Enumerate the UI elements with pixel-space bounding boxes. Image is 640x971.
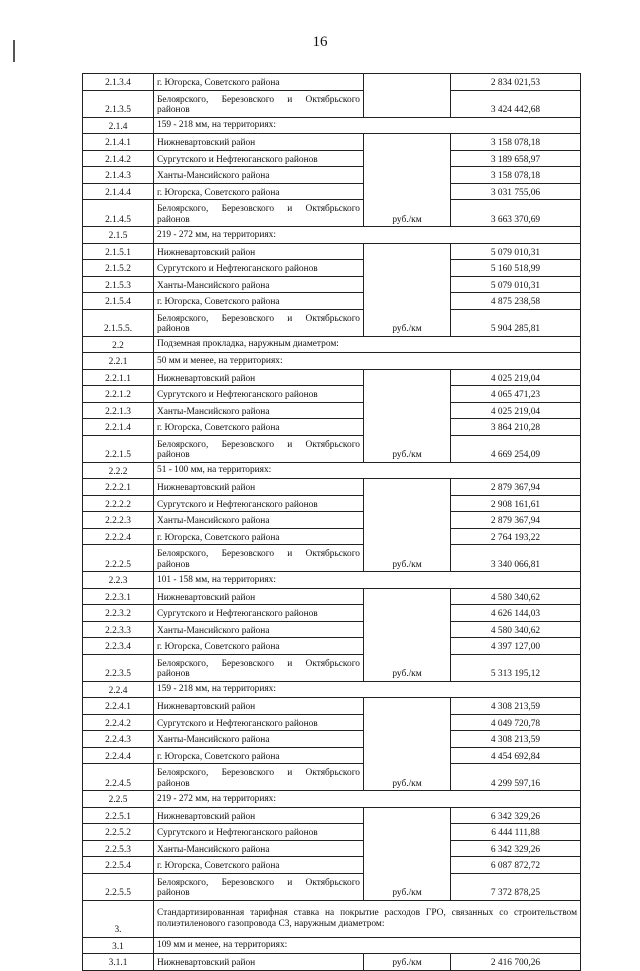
- row-name: Подземная прокладка, наружным диаметром:: [154, 336, 581, 353]
- table-row: [83, 807, 581, 824]
- table-row: [83, 495, 581, 512]
- row-name: Нижневартовский район: [154, 954, 364, 971]
- section-row: [83, 353, 581, 370]
- row-name: Стандартизированная тарифная ставка на покрытие расходов ГРО, связанных со строительством полиэтиленового газопровода С3, наружным диаметром:: [154, 900, 581, 937]
- table-row: [83, 402, 581, 419]
- table-row: [83, 512, 581, 529]
- row-code: 2.1.4.4: [83, 183, 154, 200]
- section-row: [83, 681, 581, 698]
- row-value: 3 663 370,69: [451, 200, 581, 227]
- row-name: г. Югорска, Советского района: [154, 183, 364, 200]
- table-row: [83, 183, 581, 200]
- table-row: [83, 873, 581, 900]
- row-name: Нижневартовский район: [154, 698, 364, 715]
- row-code: 2.2.2.5: [83, 545, 154, 572]
- row-code: 2.2.5.4: [83, 857, 154, 874]
- table-row: [83, 167, 581, 184]
- unit-cell: руб./км: [364, 807, 451, 900]
- unit-cell: руб./км: [364, 134, 451, 227]
- row-value: 3 158 078,18: [451, 134, 581, 151]
- unit-cell: руб./км: [364, 588, 451, 681]
- row-code: 2.2.2.1: [83, 479, 154, 496]
- row-name: Нижневартовский район: [154, 134, 364, 151]
- row-name: Сургутского и Нефтеюганского районов: [154, 260, 364, 277]
- row-code: 2.2.2: [83, 462, 154, 479]
- row-value: 2 908 161,61: [451, 495, 581, 512]
- row-name: Сургутского и Нефтеюганского районов: [154, 495, 364, 512]
- row-value: 3 189 658,97: [451, 150, 581, 167]
- row-value: 7 372 878,25: [451, 873, 581, 900]
- row-value: 4 580 340,62: [451, 621, 581, 638]
- row-code: 2.1.4.5: [83, 200, 154, 227]
- table-row: [83, 764, 581, 791]
- table-row: [83, 150, 581, 167]
- table-row: [83, 698, 581, 715]
- row-value: 6 444 111,88: [451, 824, 581, 841]
- row-value: 4 025 219,04: [451, 369, 581, 386]
- section-row: [83, 572, 581, 589]
- row-value: 4 065 471,23: [451, 386, 581, 403]
- row-value: 4 299 597,16: [451, 764, 581, 791]
- row-code: 2.2.3.3: [83, 621, 154, 638]
- table-row: [83, 260, 581, 277]
- page-number: 16: [312, 34, 328, 50]
- unit-cell: руб./км: [364, 698, 451, 791]
- row-code: 2.1.5.2: [83, 260, 154, 277]
- row-value: 4 580 340,62: [451, 588, 581, 605]
- row-code: 2.2.5.5: [83, 873, 154, 900]
- row-name: Белоярского, Березовского и Октябрьского районов: [154, 200, 364, 227]
- row-name: г. Югорска, Советского района: [154, 293, 364, 310]
- section-row: [83, 336, 581, 353]
- section-row: [83, 900, 581, 937]
- row-code: 2.2.4.1: [83, 698, 154, 715]
- table-row: [83, 90, 581, 117]
- row-code: 2.2.3.1: [83, 588, 154, 605]
- row-code: 2.2.5.2: [83, 824, 154, 841]
- row-name: Белоярского, Березовского и Октябрьского районов: [154, 764, 364, 791]
- table-row: [83, 840, 581, 857]
- row-name: Ханты-Мансийского района: [154, 402, 364, 419]
- row-code: 2.1.3.4: [83, 74, 154, 91]
- row-value: 2 879 367,94: [451, 479, 581, 496]
- row-name: Сургутского и Нефтеюганского районов: [154, 386, 364, 403]
- row-code: 2.2.3: [83, 572, 154, 589]
- row-name: г. Югорска, Советского района: [154, 638, 364, 655]
- row-value: 4 025 219,04: [451, 402, 581, 419]
- row-code: 2.1.5.3: [83, 276, 154, 293]
- row-name: Ханты-Мансийского района: [154, 840, 364, 857]
- row-code: 2.1.4: [83, 117, 154, 134]
- row-code: 2.2.5.3: [83, 840, 154, 857]
- table-row: [83, 714, 581, 731]
- row-code: 2.2.1: [83, 353, 154, 370]
- row-name: 51 - 100 мм, на территориях:: [154, 462, 581, 479]
- row-value: 2 879 367,94: [451, 512, 581, 529]
- row-code: 2.1.4.2: [83, 150, 154, 167]
- row-code: 2.2.1.4: [83, 419, 154, 436]
- table-row: [83, 954, 581, 971]
- row-value: 3 424 442,68: [451, 90, 581, 117]
- row-code: 2.2.4.3: [83, 731, 154, 748]
- row-value: 3 031 755,06: [451, 183, 581, 200]
- row-value: 3 158 078,18: [451, 167, 581, 184]
- row-value: 5 079 010,31: [451, 243, 581, 260]
- table-row: [83, 638, 581, 655]
- row-name: Ханты-Мансийского района: [154, 512, 364, 529]
- row-code: 2.2.5: [83, 791, 154, 808]
- row-value: 6 087 872,72: [451, 857, 581, 874]
- row-code: 2.2.3.2: [83, 605, 154, 622]
- row-code: 2.2.4: [83, 681, 154, 698]
- row-code: 2.2.4.2: [83, 714, 154, 731]
- row-name: Белоярского, Березовского и Октябрьского районов: [154, 654, 364, 681]
- row-name: 50 мм и менее, на территориях:: [154, 353, 581, 370]
- table-row: [83, 605, 581, 622]
- row-name: 219 - 272 мм, на территориях:: [154, 791, 581, 808]
- row-value: 6 342 329,26: [451, 840, 581, 857]
- table-row: [83, 243, 581, 260]
- row-value: 4 875 238,58: [451, 293, 581, 310]
- section-row: [83, 117, 581, 134]
- table-row: [83, 293, 581, 310]
- row-code: 3.1: [83, 937, 154, 954]
- table-row: [83, 200, 581, 227]
- row-name: Нижневартовский район: [154, 479, 364, 496]
- table-row: [83, 731, 581, 748]
- row-code: 2.2.2.4: [83, 528, 154, 545]
- row-name: г. Югорска, Советского района: [154, 857, 364, 874]
- row-name: Ханты-Мансийского района: [154, 621, 364, 638]
- row-code: 2.2.3.4: [83, 638, 154, 655]
- row-code: 2.2.5.1: [83, 807, 154, 824]
- row-code: 2.1.4.1: [83, 134, 154, 151]
- section-row: [83, 227, 581, 244]
- row-code: 2.2.3.5: [83, 654, 154, 681]
- table-row: [83, 479, 581, 496]
- row-name: Нижневартовский район: [154, 807, 364, 824]
- row-name: г. Югорска, Советского района: [154, 74, 364, 91]
- row-code: 2.2.1.1: [83, 369, 154, 386]
- table-row: [83, 74, 581, 91]
- row-name: Нижневартовский район: [154, 369, 364, 386]
- row-name: Сургутского и Нефтеюганского районов: [154, 714, 364, 731]
- row-value: 6 342 329,26: [451, 807, 581, 824]
- row-value: 3 864 210,28: [451, 419, 581, 436]
- row-value: 4 397 127,00: [451, 638, 581, 655]
- row-code: 2.2.1.2: [83, 386, 154, 403]
- row-code: 2.1.5.1: [83, 243, 154, 260]
- row-name: г. Югорска, Советского района: [154, 419, 364, 436]
- unit-cell: руб./км: [364, 479, 451, 572]
- table-row: [83, 134, 581, 151]
- row-code: 2.2.2.3: [83, 512, 154, 529]
- table-row: [83, 369, 581, 386]
- row-name: 159 - 218 мм, на территориях:: [154, 681, 581, 698]
- row-name: Белоярского, Березовского и Октябрьского районов: [154, 873, 364, 900]
- table-row: [83, 528, 581, 545]
- section-row: [83, 791, 581, 808]
- row-code: 2.1.5.5.: [83, 309, 154, 336]
- row-value: 4 049 720,78: [451, 714, 581, 731]
- row-value: 4 454 692,84: [451, 747, 581, 764]
- row-code: 2.2.2.2: [83, 495, 154, 512]
- table-row: [83, 588, 581, 605]
- row-name: 219 - 272 мм, на территориях:: [154, 227, 581, 244]
- row-value: 2 764 193,22: [451, 528, 581, 545]
- row-name: Ханты-Мансийского района: [154, 167, 364, 184]
- unit-cell: [364, 74, 451, 118]
- table-row: [83, 545, 581, 572]
- row-value: 5 904 285,81: [451, 309, 581, 336]
- row-code: 2.2: [83, 336, 154, 353]
- table-row: [83, 386, 581, 403]
- section-row: [83, 937, 581, 954]
- row-name: Белоярского, Березовского и Октябрьского районов: [154, 435, 364, 462]
- row-value: 5 160 518,99: [451, 260, 581, 277]
- row-name: Белоярского, Березовского и Октябрьского районов: [154, 90, 364, 117]
- table-row: [83, 654, 581, 681]
- unit-cell: руб./км: [364, 954, 451, 971]
- row-code: 2.1.5: [83, 227, 154, 244]
- row-code: 2.2.4.4: [83, 747, 154, 764]
- row-code: 2.1.5.4: [83, 293, 154, 310]
- row-name: Белоярского, Березовского и Октябрьского районов: [154, 545, 364, 572]
- row-code: 2.2.1.3: [83, 402, 154, 419]
- row-value: 4 669 254,09: [451, 435, 581, 462]
- row-value: 4 626 144,03: [451, 605, 581, 622]
- row-name: 101 - 158 мм, на территориях:: [154, 572, 581, 589]
- row-name: Сургутского и Нефтеюганского районов: [154, 150, 364, 167]
- row-name: г. Югорска, Советского района: [154, 528, 364, 545]
- table-row: [83, 747, 581, 764]
- row-code: 2.2.4.5: [83, 764, 154, 791]
- row-name: г. Югорска, Советского района: [154, 747, 364, 764]
- row-name: 109 мм и менее, на территориях:: [154, 937, 581, 954]
- row-name: Сургутского и Нефтеюганского районов: [154, 824, 364, 841]
- section-row: [83, 462, 581, 479]
- row-code: 3.: [83, 900, 154, 937]
- row-value: 2 834 021,53: [451, 74, 581, 91]
- row-code: 2.1.3.5: [83, 90, 154, 117]
- row-name: Белоярского, Березовского и Октябрьского районов: [154, 309, 364, 336]
- row-value: 5 079 010,31: [451, 276, 581, 293]
- row-name: Нижневартовский район: [154, 243, 364, 260]
- table-row: [83, 621, 581, 638]
- row-name: Ханты-Мансийского района: [154, 731, 364, 748]
- row-name: Ханты-Мансийского района: [154, 276, 364, 293]
- tariff-table-body: [83, 74, 581, 971]
- table-row: [83, 419, 581, 436]
- row-name: 159 - 218 мм, на территориях:: [154, 117, 581, 134]
- row-name: Сургутского и Нефтеюганского районов: [154, 605, 364, 622]
- tariff-table: [82, 73, 581, 971]
- table-row: [83, 857, 581, 874]
- row-code: 2.2.1.5: [83, 435, 154, 462]
- unit-cell: руб./км: [364, 369, 451, 462]
- row-name: Нижневартовский район: [154, 588, 364, 605]
- table-row: [83, 276, 581, 293]
- row-value: 4 308 213,59: [451, 731, 581, 748]
- row-value: 2 416 700,26: [451, 954, 581, 971]
- table-row: [83, 309, 581, 336]
- row-code: 3.1.1: [83, 954, 154, 971]
- row-code: 2.1.4.3: [83, 167, 154, 184]
- unit-cell: руб./км: [364, 243, 451, 336]
- row-value: 5 313 195,12: [451, 654, 581, 681]
- row-value: 3 340 066,81: [451, 545, 581, 572]
- row-value: 4 308 213,59: [451, 698, 581, 715]
- table-row: [83, 435, 581, 462]
- table-row: [83, 824, 581, 841]
